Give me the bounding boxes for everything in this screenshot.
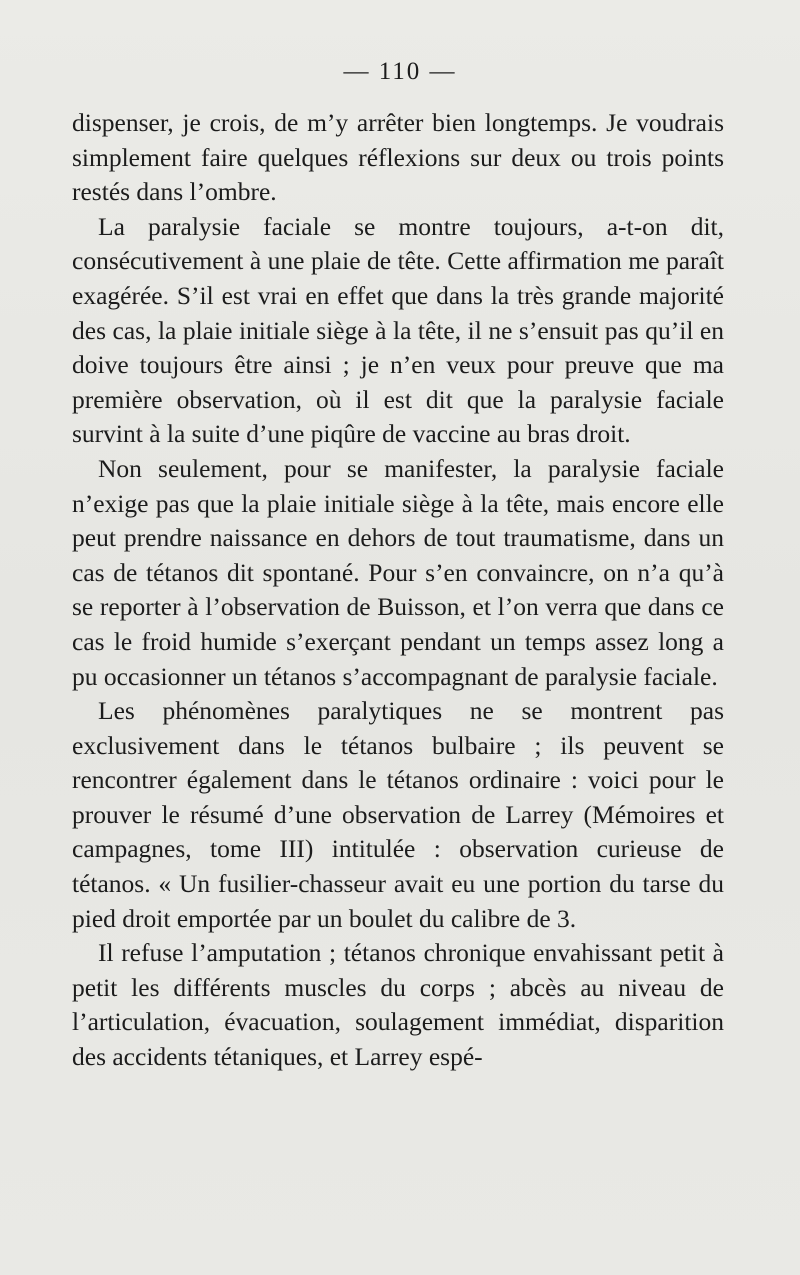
- page-number: — 110 —: [343, 58, 457, 85]
- paragraph-4: Les phénomènes paralytiques ne se montrent pas exclusivement dans le tétanos bulbaire ; ils peuvent se rencontrer également dans le tétanos ordinaire : voici pour le prouver le résumé d’une observation de Larrey (Mémoires et campagnes, tome III) intitulée : observation curieuse de tétanos. « Un fusilier-chasseur avait eu une portion du tarse du pied droit emportée par un boulet du calibre de 3.: [72, 696, 724, 933]
- body-text: [72, 106, 724, 1075]
- paragraph-2: La paralysie faciale se montre toujours, a-t-on dit, consécutivement à une plaie de tête. Cette affirmation me paraît exagérée. S’il est vrai en effet que dans la très grande majorité des cas, la plaie initiale siège à la tête, il ne s’ensuit pas qu’il en doive toujours être ainsi ; je n’en veux pour preuve que ma première observation, où il est dit que la paralysie faciale survint à la suite d’une piqûre de vaccine au bras droit.: [72, 211, 724, 449]
- paragraph-5: Il refuse l’amputation ; tétanos chronique envahissant petit à petit les différents muscles du corps ; abcès au niveau de l’articulation, évacuation, soulagement immédiat, disparition des accidents tétaniques, et Larrey espé-: [72, 938, 724, 1072]
- paragraph-1: dispenser, je crois, de m’y arrêter bien longtemps. Je voudrais simplement faire quelques réflexions sur deux ou trois points restés dans l’ombre.: [72, 108, 724, 207]
- paragraph-3: Non seulement, pour se manifester, la paralysie faciale n’exige pas que la plaie initiale siège à la tête, mais encore elle peut prendre naissance en dehors de tout traumatisme, dans un cas de tétanos dit spontané. Pour s’en convaincre, on n’a qu’à se reporter à l’observation de Buisson, et l’on verra que dans ce cas le froid humide s’exerçant pendant un temps assez long a pu occasionner un tétanos s’accompagnant de paralysie faciale.: [72, 453, 724, 691]
